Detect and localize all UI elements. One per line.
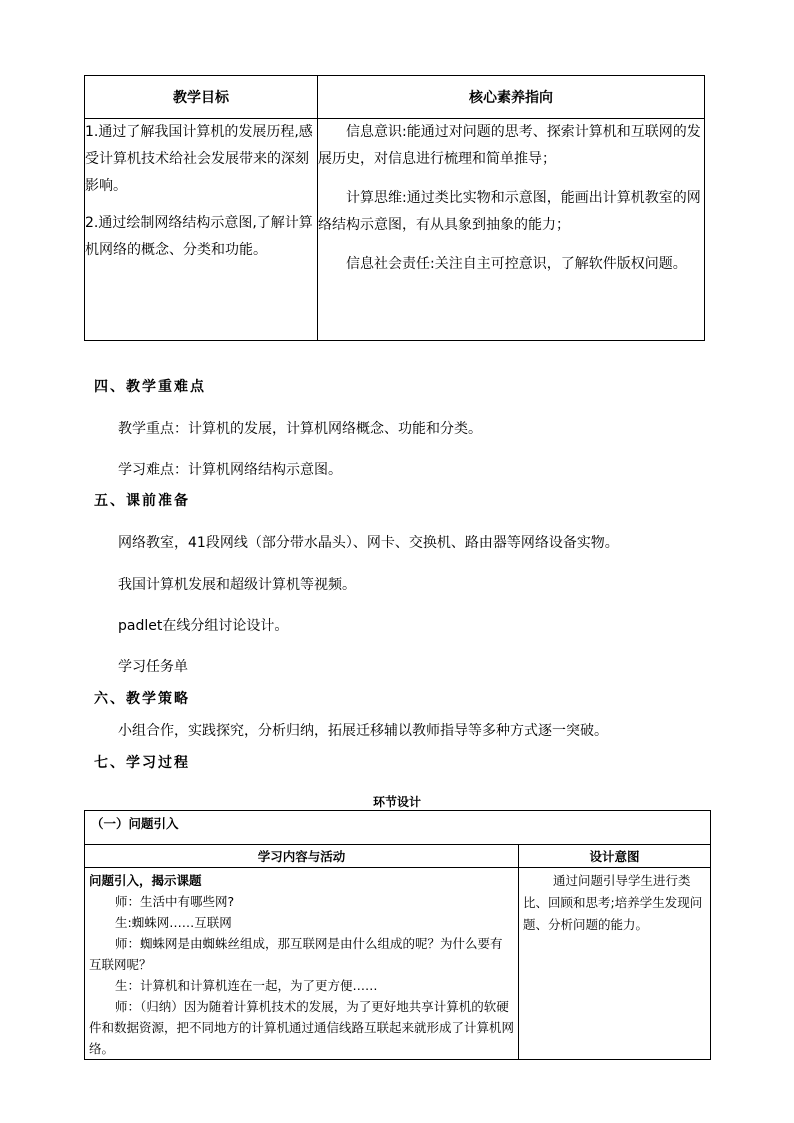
activity-title: 问题引入，揭示课题 bbox=[89, 873, 202, 888]
activity-cell bbox=[85, 868, 519, 1060]
objectives-cell bbox=[85, 119, 318, 341]
dialogue-line: 师：蜘蛛网是由蜘蛛丝组成，那互联网是由什么组成的呢？为什么要有互联网呢？ bbox=[89, 936, 503, 972]
process-subheading: （一）问题引入 bbox=[85, 811, 711, 845]
process-table bbox=[84, 810, 711, 1060]
table-caption: 环节设计 bbox=[372, 795, 421, 809]
paragraph: 网络教室，41段网线（部分带水晶头）、网卡、交换机、路由器等网络设备实物。 bbox=[118, 535, 619, 551]
goal-item: 2.通过绘制网络结构示意图,了解计算机网络的概念、分类和功能。 bbox=[85, 215, 313, 258]
activity-header: 学习内容与活动 bbox=[85, 845, 519, 868]
intent-text: 通过问题引导学生进行类比、回顾和思考;培养学生发现问题、分析问题的能力。 bbox=[523, 873, 703, 932]
goal-item: 1.通过了解我国计算机的发展历程,感受计算机技术给社会发展带来的深刻影响。 bbox=[85, 124, 313, 194]
intent-cell bbox=[519, 868, 711, 1060]
dialogue-line: 生：计算机和计算机连在一起，为了更方便…… bbox=[115, 978, 378, 993]
objectives-table bbox=[84, 75, 705, 341]
literacy-cell bbox=[318, 119, 705, 341]
paragraph: padlet在线分组讨论设计。 bbox=[118, 618, 289, 634]
section-heading: 七、学习过程 bbox=[94, 755, 190, 771]
dialogue-line: 师：生活中有哪些网? bbox=[115, 894, 235, 909]
intent-header: 设计意图 bbox=[519, 845, 711, 868]
literacy-item: 信息意识:能通过对问题的思考、探索计算机和互联网的发展历史，对信息进行梳理和简单推导； bbox=[318, 124, 701, 167]
paragraph: 学习难点：计算机网络结构示意图。 bbox=[118, 462, 342, 478]
literacy-item: 计算思维:通过类比实物和示意图，能画出计算机教室的网络结构示意图，有从具象到抽象的能力； bbox=[318, 190, 701, 233]
paragraph: 我国计算机发展和超级计算机等视频。 bbox=[118, 577, 356, 593]
paragraph: 教学重点：计算机的发展，计算机网络概念、功能和分类。 bbox=[118, 421, 482, 437]
section-heading: 五、课前准备 bbox=[94, 493, 190, 509]
literacy-header: 核心素养指向 bbox=[318, 76, 705, 119]
paragraph: 小组合作，实践探究，分析归纳，拓展迁移辅以教师指导等多种方式逐一突破。 bbox=[118, 723, 608, 739]
dialogue-line: 生:蜘蛛网……互联网 bbox=[115, 915, 232, 930]
dialogue-line: 师：（归纳）因为随着计算机技术的发展，为了更好地共享计算机的软硬件和数据资源，把不同地方的计算机通过通信线路互联起来就形成了计算机网络。 bbox=[89, 999, 515, 1056]
literacy-item: 信息社会责任:关注自主可控意识，了解软件版权问题。 bbox=[346, 256, 687, 272]
objectives-header: 教学目标 bbox=[85, 76, 318, 119]
section-heading: 四、教学重难点 bbox=[94, 379, 206, 395]
section-heading: 六、教学策略 bbox=[94, 691, 190, 707]
paragraph: 学习任务单 bbox=[118, 659, 188, 675]
